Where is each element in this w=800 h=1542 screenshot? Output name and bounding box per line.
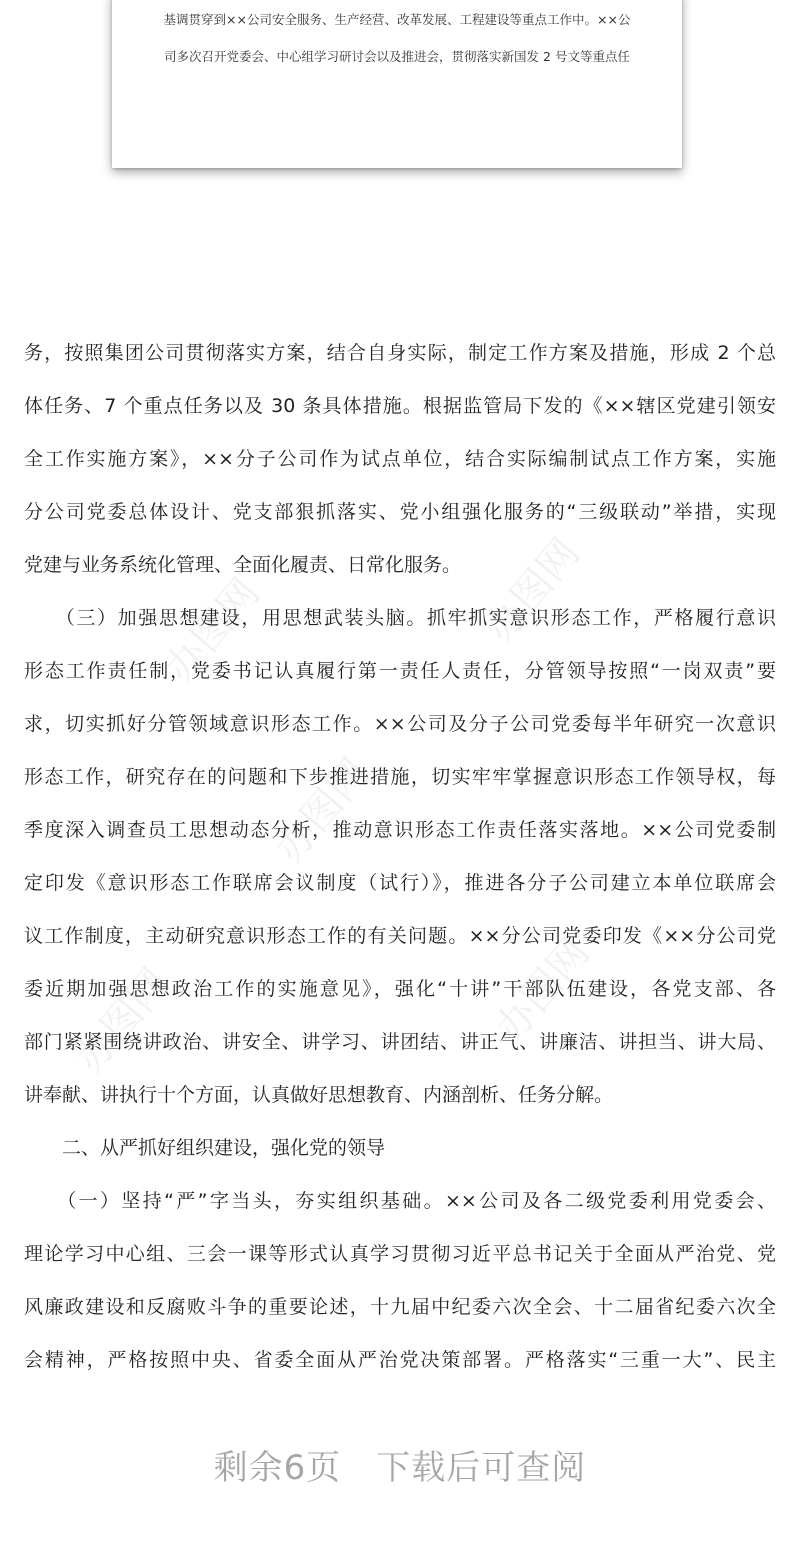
body-line: 党建与业务系统化管理、全面化履责、日常化服务。 [24, 554, 462, 576]
body-line: 形态工作，研究存在的问题和下步推进措施，切实牢牢掌握意识形态工作领导权，每 [24, 766, 776, 788]
body-line: 体任务、7 个重点任务以及 30 条具体措施。根据监管局下发的《××辖区党建引领安 [24, 395, 776, 417]
preview-line-1: 基调贯穿到××公司安全服务、生产经营、改革发展、工程建设等重点工作中。××公 [163, 12, 631, 27]
body-line: 季度深入调查员工思想动态分析，推动意识形态工作责任落实落地。××公司党委制 [24, 819, 776, 841]
watermark-logo: 办图网 [486, 930, 599, 1052]
watermark-logo: 办图网 [266, 750, 379, 872]
remaining-pages-download-hint[interactable]: 剩余6页 下载后可查阅 [213, 1448, 587, 1488]
body-line: 全工作实施方案》，××分子公司作为试点单位，结合实际编制试点工作方案，实施 [24, 448, 776, 470]
watermark-logo: 办图网 [66, 960, 179, 1082]
body-line: （一）坚持“严”字当头，夯实组织基础。××公司及各二级党委利用党委会、 [24, 1190, 776, 1212]
body-line: 形态工作责任制，党委书记认真履行第一责任人责任，分管领导按照“一岗双责”要 [24, 660, 776, 682]
body-line: 风廉政建设和反腐败斗争的重要论述，十九届中纪委六次全会、十二届省纪委六次全 [24, 1296, 776, 1318]
body-line: 委近期加强思想政治工作的实施意见》，强化“十讲”干部队伍建设，各党支部、各 [24, 978, 776, 1000]
watermark-logo: 办图网 [476, 530, 589, 652]
preview-line-2: 司多次召开党委会、中心组学习研讨会以及推进会，贯彻落实新国发 2 号文等重点任 [164, 49, 630, 64]
body-line: 会精神，严格按照中央、省委全面从严治党决策部署。严格落实“三重一大”、民主 [24, 1349, 776, 1371]
body-line: 求，切实抓好分管领域意识形态工作。××公司及分子公司党委每半年研究一次意识 [24, 713, 776, 735]
body-line: 议工作制度，主动研究意识形态工作的有关问题。××分公司党委印发《××分公司党 [24, 925, 776, 947]
body-line: 部门紧紧围绕讲政治、讲安全、讲学习、讲团结、讲正气、讲廉洁、讲担当、讲大局、 [24, 1031, 776, 1053]
watermark-logo: 办图网 [156, 570, 269, 692]
body-line: 务，按照集团公司贯彻落实方案，结合自身实际，制定工作方案及措施，形成 2 个总 [24, 342, 776, 364]
document-preview-card [112, 0, 682, 168]
body-line: 讲奉献、讲执行十个方面，认真做好思想教育、内涵剖析、任务分解。 [24, 1084, 614, 1106]
document-body [24, 327, 776, 1387]
body-line: 理论学习中心组、三会一课等形式认真学习贯彻习近平总书记关于全面从严治党、党 [24, 1243, 776, 1265]
body-line: 定印发《意识形态工作联席会议制度（试行）》，推进各分子公司建立本单位联席会 [24, 872, 776, 894]
body-line: 分公司党委总体设计、党支部狠抓落实、党小组强化服务的“三级联动”举措，实现 [24, 501, 776, 523]
body-line: （三）加强思想建设，用思想武装头脑。抓牢抓实意识形态工作，严格履行意识 [24, 607, 776, 629]
section-heading: 二、从严抓好组织建设，强化党的领导 [24, 1137, 386, 1159]
